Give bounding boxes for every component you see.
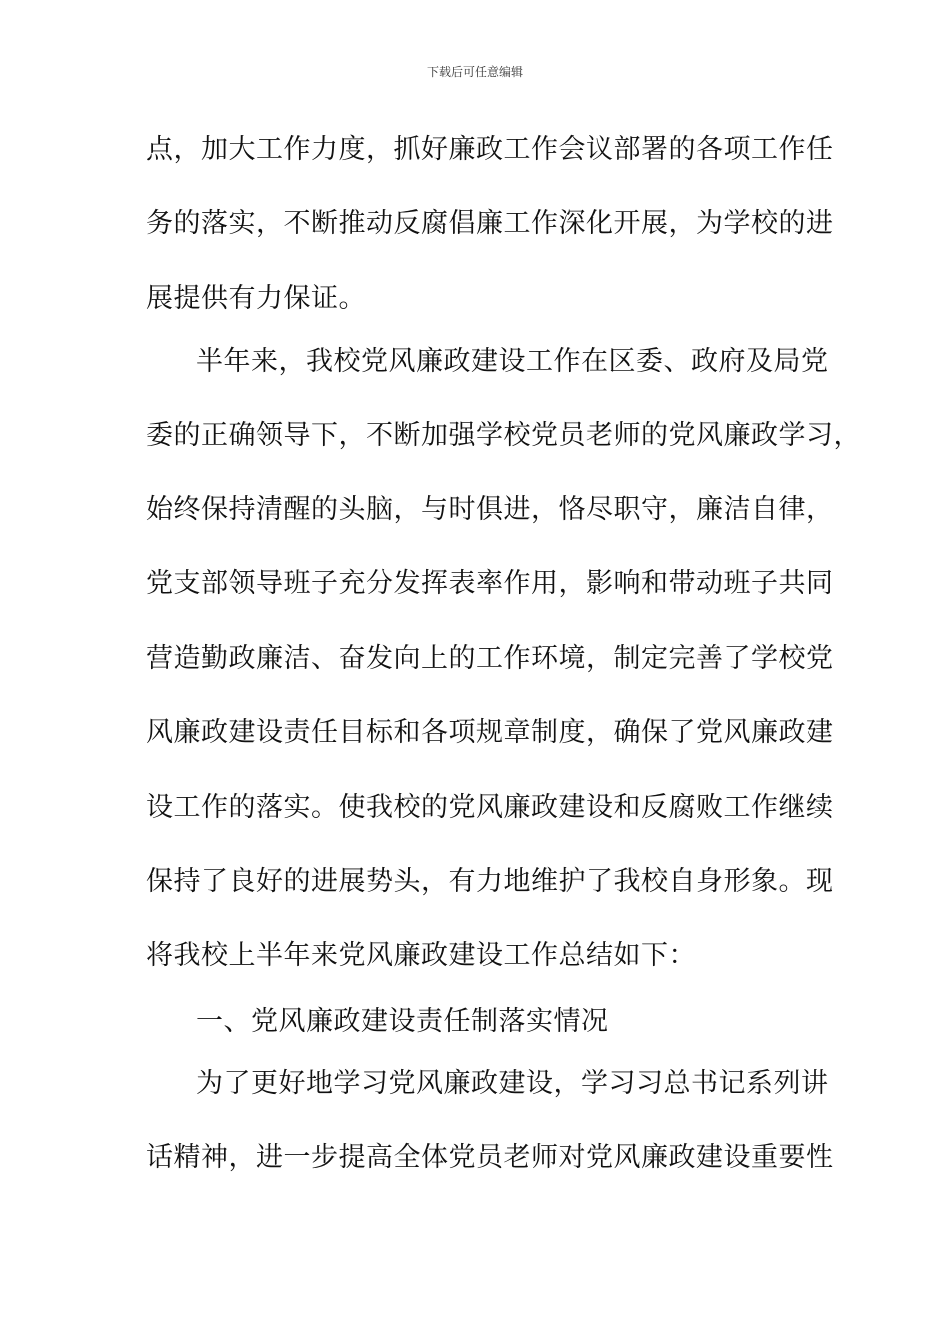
paragraph-line: 设工作的落实。使我校的党风廉政建设和反腐败工作继续 (146, 792, 834, 823)
paragraph-line: 保持了良好的进展势头，有力地维护了我校自身形象。现 (146, 866, 834, 897)
paragraph-line: 始终保持清醒的头脑，与时俱进，恪尽职守，廉洁自律， (146, 494, 834, 525)
paragraph-line: 话精神，进一步提高全体党员老师对党风廉政建设重要性 (146, 1142, 834, 1173)
paragraph-line: 委的正确领导下，不断加强学校党员老师的党风廉政学习， (146, 420, 861, 451)
paragraph-line: 半年来，我校党风廉政建设工作在区委、政府及局党 (196, 346, 829, 377)
paragraph-line: 务的落实，不断推动反腐倡廉工作深化开展，为学校的进 (146, 208, 834, 239)
paragraph-line: 展提供有力保证。 (146, 283, 366, 314)
paragraph-line: 将我校上半年来党风廉政建设工作总结如下： (146, 940, 696, 971)
page-header: 下载后可任意编辑 (426, 65, 523, 79)
section-heading: 一、党风廉政建设责任制落实情况 (196, 1006, 609, 1037)
paragraph-line: 点，加大工作力度，抓好廉政工作会议部署的各项工作任 (146, 134, 834, 165)
paragraph-line: 风廉政建设责任目标和各项规章制度，确保了党风廉政建 (146, 717, 834, 748)
paragraph-line: 为了更好地学习党风廉政建设，学习习总书记系列讲 (196, 1068, 829, 1099)
paragraph-line: 党支部领导班子充分发挥表率作用，影响和带动班子共同 (146, 568, 834, 599)
paragraph-line: 营造勤政廉洁、奋发向上的工作环境，制定完善了学校党 (146, 643, 834, 674)
